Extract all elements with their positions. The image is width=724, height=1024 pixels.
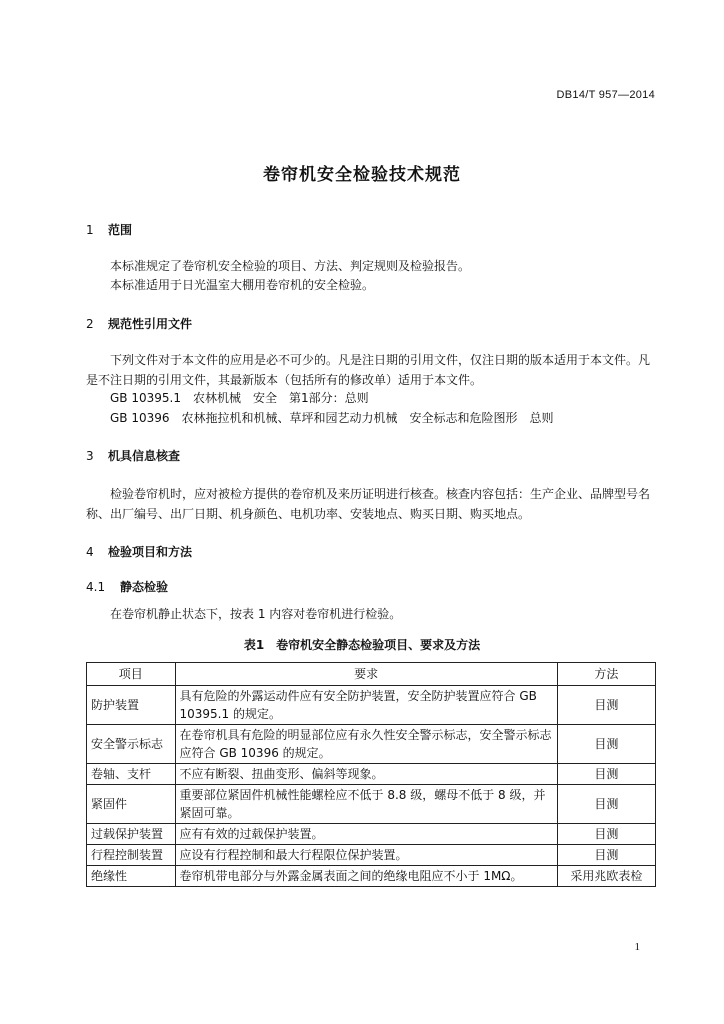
method-cell: 目测: [557, 686, 655, 725]
section-title: 规范性引用文件: [108, 317, 193, 331]
requirement-cell: 重要部位紧固件机械性能螺栓应不低于 8.8 级，螺母不低于 8 级，并紧固可靠。: [175, 785, 557, 824]
section-title: 静态检验: [120, 580, 169, 594]
table-row: [87, 785, 656, 824]
requirement-cell: 应设有行程控制和最大行程限位保护装置。: [175, 845, 557, 866]
paragraph: 本标准规定了卷帘机安全检验的项目、方法、判定规则及检验报告。: [110, 259, 471, 273]
method-cell: 采用兆欧表检: [557, 866, 655, 887]
document-code: DB14/T 957—2014: [556, 89, 655, 101]
method-cell: 目测: [557, 764, 655, 785]
item-cell: 过载保护装置: [87, 824, 176, 845]
table-row: [87, 725, 656, 764]
requirement-cell: 应有有效的过载保护装置。: [175, 824, 557, 845]
table-header-cell: 要求: [175, 663, 557, 686]
item-cell: 卷轴、支杆: [87, 764, 176, 785]
paragraph: 在卷帘机静止状态下，按表 1 内容对卷帘机进行检验。: [110, 607, 402, 621]
table-caption: 表1 卷帘机安全静态检验项目、要求及方法: [243, 638, 481, 652]
method-cell: 目测: [557, 785, 655, 824]
document-title: 卷帘机安全检验技术规范: [263, 165, 461, 185]
section-title: 检验项目和方法: [108, 545, 193, 559]
section-2-heading: [86, 315, 192, 332]
table-row: [87, 764, 656, 785]
table-header-row: [87, 663, 656, 686]
section-number: 3: [86, 449, 94, 463]
table-row: [87, 866, 656, 887]
item-cell: 行程控制装置: [87, 845, 176, 866]
table-row: [87, 845, 656, 866]
section-title: 机具信息核查: [108, 449, 181, 463]
section-number: 4: [86, 545, 94, 559]
table-row: [87, 824, 656, 845]
requirement-cell: 具有危险的外露运动件应有安全防护装置，安全防护装置应符合 GB 10395.1 的规定。: [175, 686, 557, 725]
item-cell: 安全警示标志: [87, 725, 176, 764]
section-number: 2: [86, 317, 94, 331]
section-1-heading: [86, 221, 132, 238]
reference-item: GB 10395.1 农林机械 安全 第1部分：总则: [110, 391, 369, 405]
table-header-cell: 方法: [557, 663, 655, 686]
item-cell: 绝缘性: [87, 866, 176, 887]
method-cell: 目测: [557, 824, 655, 845]
requirement-cell: 在卷帘机具有危险的明显部位应有永久性安全警示标志，安全警示标志应符合 GB 10396 的规定。: [175, 725, 557, 764]
item-cell: 防护装置: [87, 686, 176, 725]
requirement-cell: 卷帘机带电部分与外露金属表面之间的绝缘电阻应不小于 1MΩ。: [175, 866, 557, 887]
requirement-cell: 不应有断裂、扭曲变形、偏斜等现象。: [175, 764, 557, 785]
paragraph: 检验卷帘机时，应对被检方提供的卷帘机及来历证明进行核查。核查内容包括：生产企业、品牌型号名称、出厂编号、出厂日期、机身颜色、电机功率、安装地点、购买日期、购买地点。: [86, 487, 651, 521]
table-row: [87, 686, 656, 725]
section-4-1-heading: [86, 578, 168, 595]
section-number: 1: [86, 223, 94, 237]
method-cell: 目测: [557, 725, 655, 764]
item-cell: 紧固件: [87, 785, 176, 824]
page-number: 1: [634, 941, 640, 953]
section-title: 范围: [108, 223, 133, 237]
paragraph: 下列文件对于本文件的应用是必不可少的。凡是注日期的引用文件，仅注日期的版本适用于本文件。凡是不注日期的引用文件，其最新版本（包括所有的修改单）适用于本文件。: [86, 353, 651, 387]
section-4-heading: [86, 543, 192, 560]
section-number: 4.1: [86, 580, 106, 594]
table-header-cell: 项目: [87, 663, 176, 686]
paragraph: 本标准适用于日光温室大棚用卷帘机的安全检验。: [110, 278, 375, 292]
method-cell: 目测: [557, 845, 655, 866]
inspection-table: [86, 662, 656, 887]
reference-item: GB 10396 农林拖拉机和机械、草坪和园艺动力机械 安全标志和危险图形 总则: [110, 411, 554, 425]
section-3-heading: [86, 447, 180, 464]
